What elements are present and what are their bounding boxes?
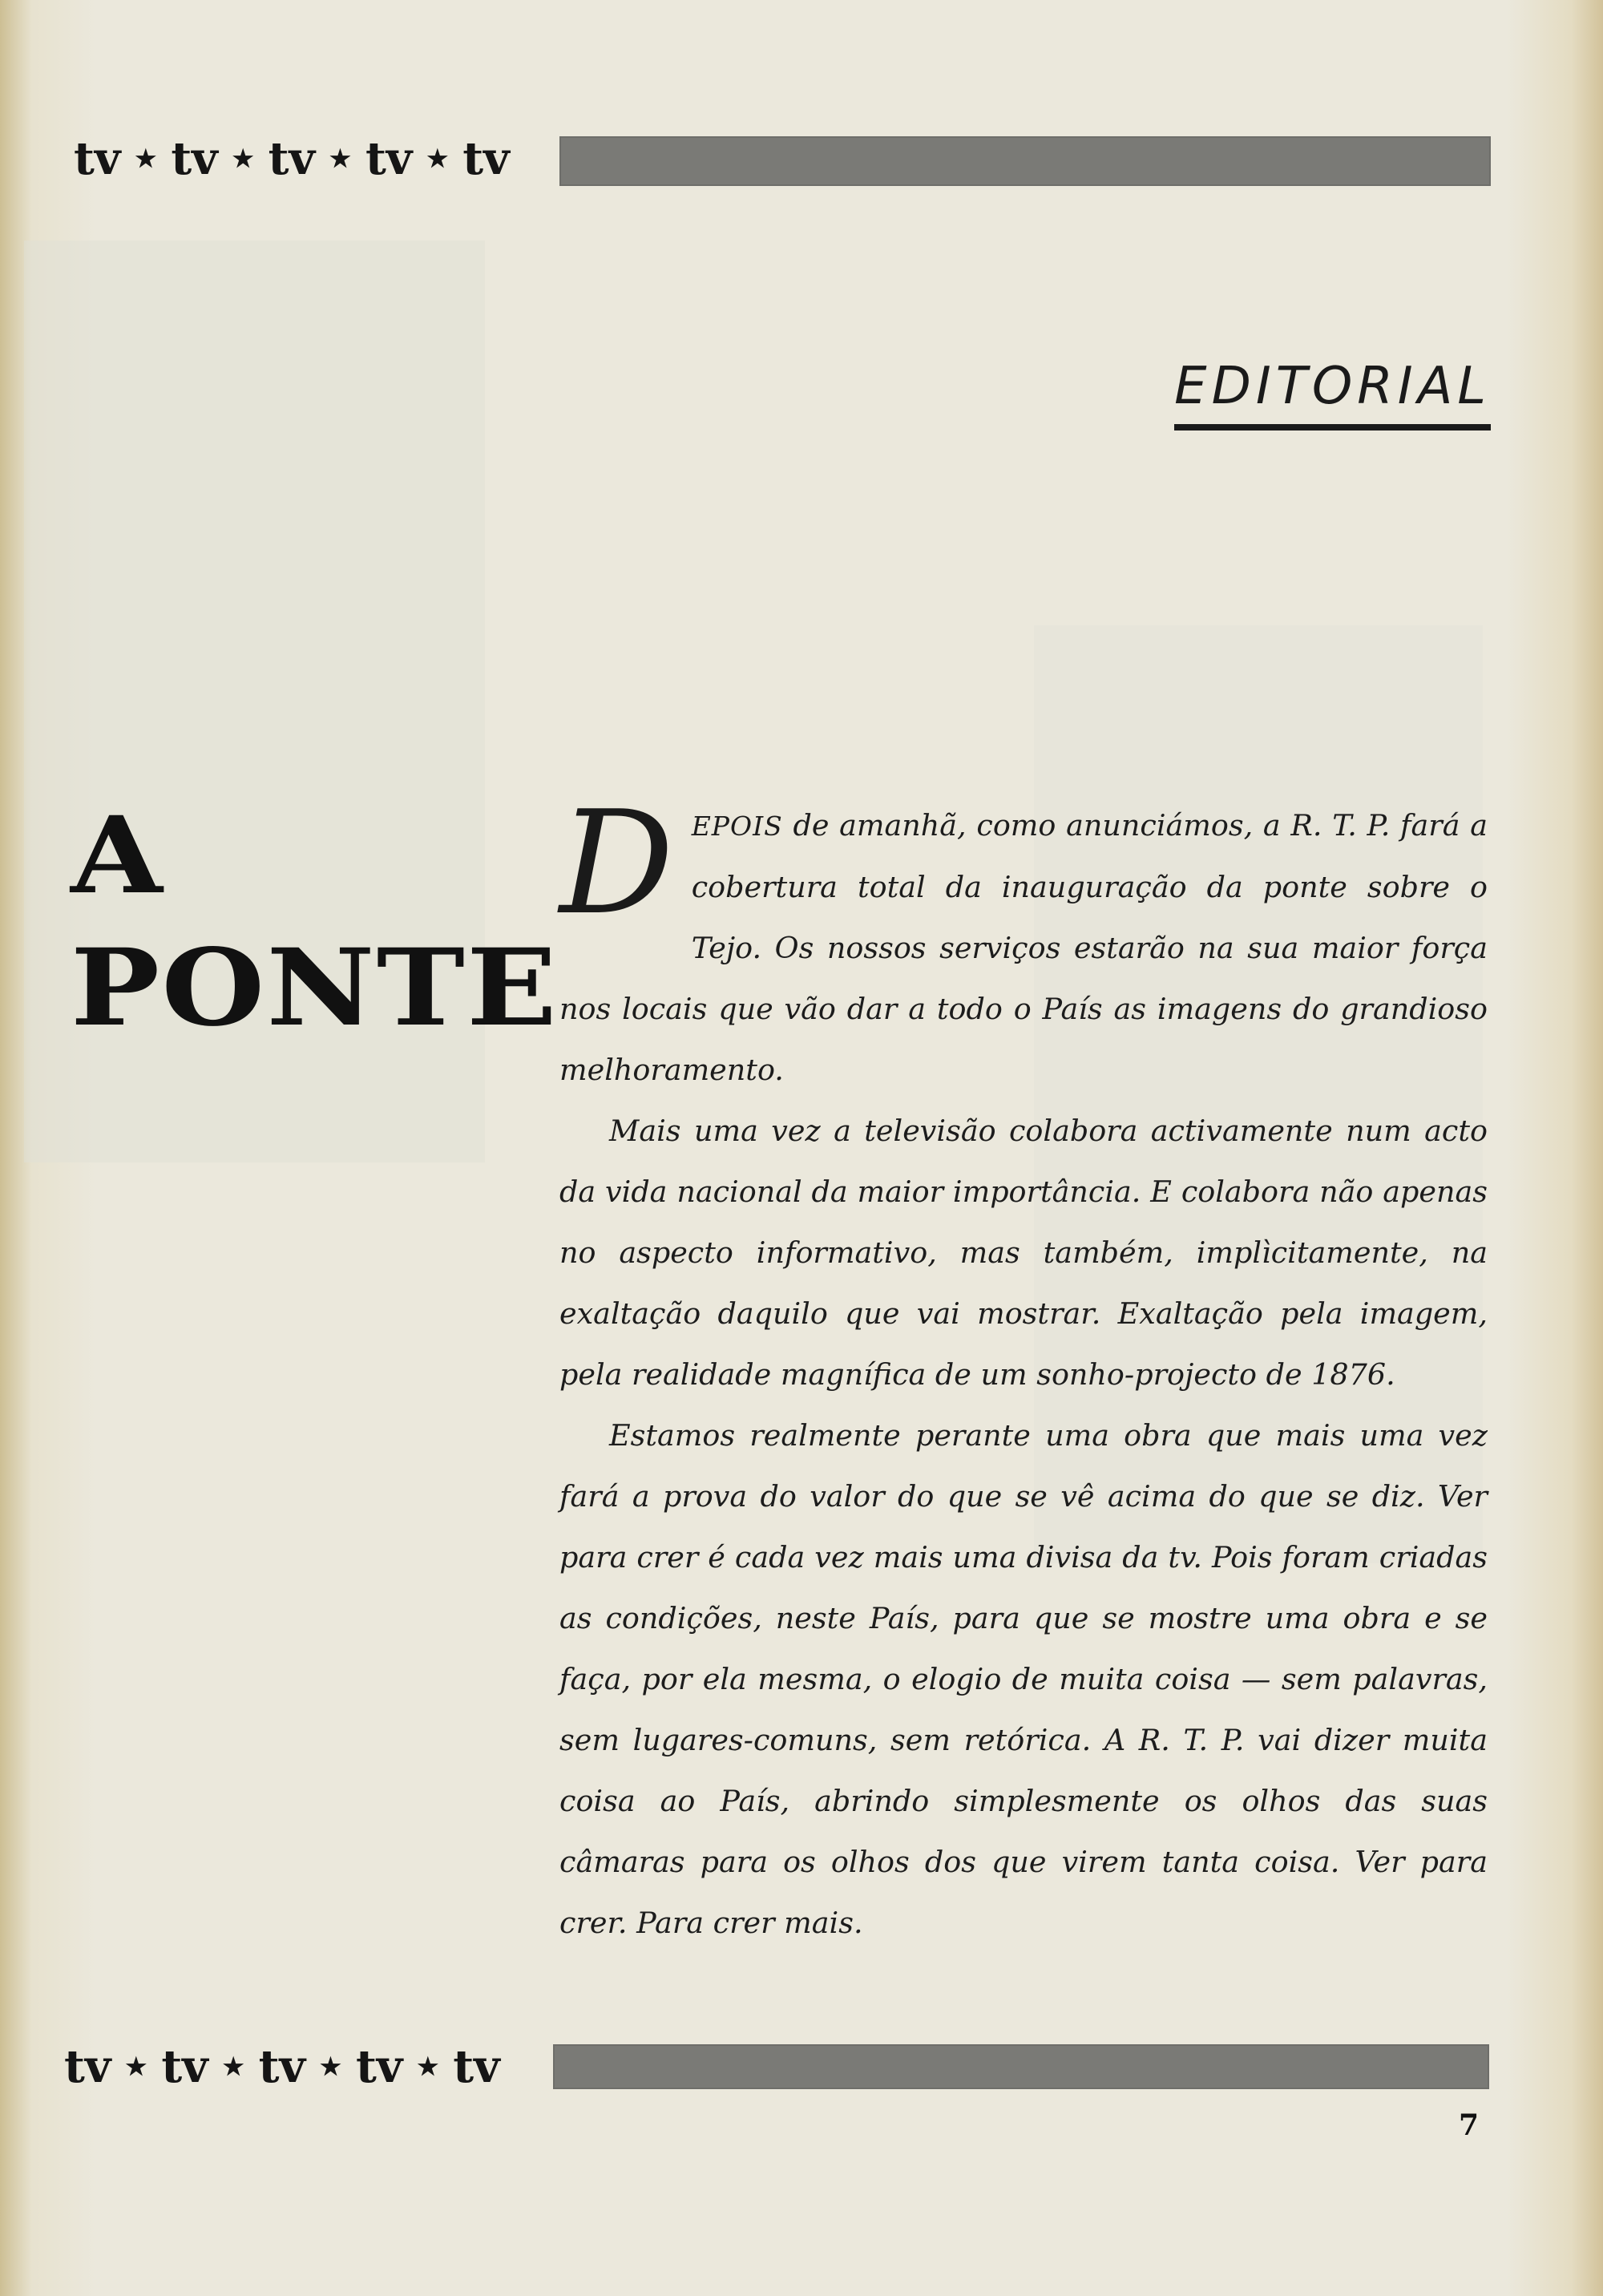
drop-cap: D xyxy=(559,780,674,946)
star-icon: ★ xyxy=(417,2052,439,2081)
headline-line-2: PONTE xyxy=(71,926,559,1050)
tv-label: tv xyxy=(161,2040,208,2093)
tv-label: tv xyxy=(365,132,413,185)
star-icon: ★ xyxy=(426,144,449,173)
tv-label: tv xyxy=(258,2040,306,2093)
headline xyxy=(71,790,559,1054)
footer-bar xyxy=(553,2044,1489,2089)
star-icon: ★ xyxy=(222,2052,244,2081)
star-icon: ★ xyxy=(232,144,254,173)
tv-label: tv xyxy=(462,132,510,185)
footer-tv-strip xyxy=(64,2040,500,2093)
header-tv-strip xyxy=(74,132,510,185)
page-number: 7 xyxy=(1458,2108,1479,2142)
tv-label: tv xyxy=(268,132,316,185)
star-icon: ★ xyxy=(320,2052,341,2081)
tv-label: tv xyxy=(171,132,218,185)
header-bar xyxy=(559,136,1491,186)
article-body xyxy=(559,780,1488,1954)
tv-label: tv xyxy=(64,2040,111,2093)
headline-line-1: A xyxy=(71,794,164,918)
tv-label: tv xyxy=(453,2040,500,2093)
tv-label: tv xyxy=(355,2040,403,2093)
lead-caps: EPOIS xyxy=(691,810,783,842)
star-icon: ★ xyxy=(135,144,157,173)
article-paragraph-1 xyxy=(559,780,1488,1101)
star-icon: ★ xyxy=(125,2052,147,2081)
section-label: EDITORIAL xyxy=(1174,357,1491,430)
tv-label: tv xyxy=(74,132,121,185)
star-icon: ★ xyxy=(329,144,351,173)
paragraph-text: de amanhã, como anunciámos, a R. T. P. fará a cobertura total da inauguração da ponte sobre o Tejo. Os nossos serviços estarão na sua maior força nos locais que vão dar a todo o País as imagens do grandioso melhoramento. xyxy=(559,808,1488,1087)
article-paragraph-2: Mais uma vez a televisão colabora activamente num acto da vida nacional da maior importância. E colabora não apenas no aspecto informativo, mas também, implìcitamente, na exaltação daquilo que vai mostrar. Exaltação pela imagem, pela realidade magnífica de um sonho-projecto de 1876. xyxy=(559,1114,1488,1392)
article-paragraph-3: Estamos realmente perante uma obra que mais uma vez fará a prova do valor do que se vê acima do que se diz. Ver para crer é cada vez mais uma divisa da tv. Pois foram criadas as condições, neste País, para que se mostre uma obra e se faça, por ela mesma, o elogio de muita coisa — sem palavras, sem lugares-comuns, sem retórica. A R. T. P. vai dizer muita coisa ao País, abrindo simplesmente os olhos das suas câmaras para os olhos dos que virem tanta coisa. Ver para crer. Para crer mais. xyxy=(559,1418,1488,1940)
